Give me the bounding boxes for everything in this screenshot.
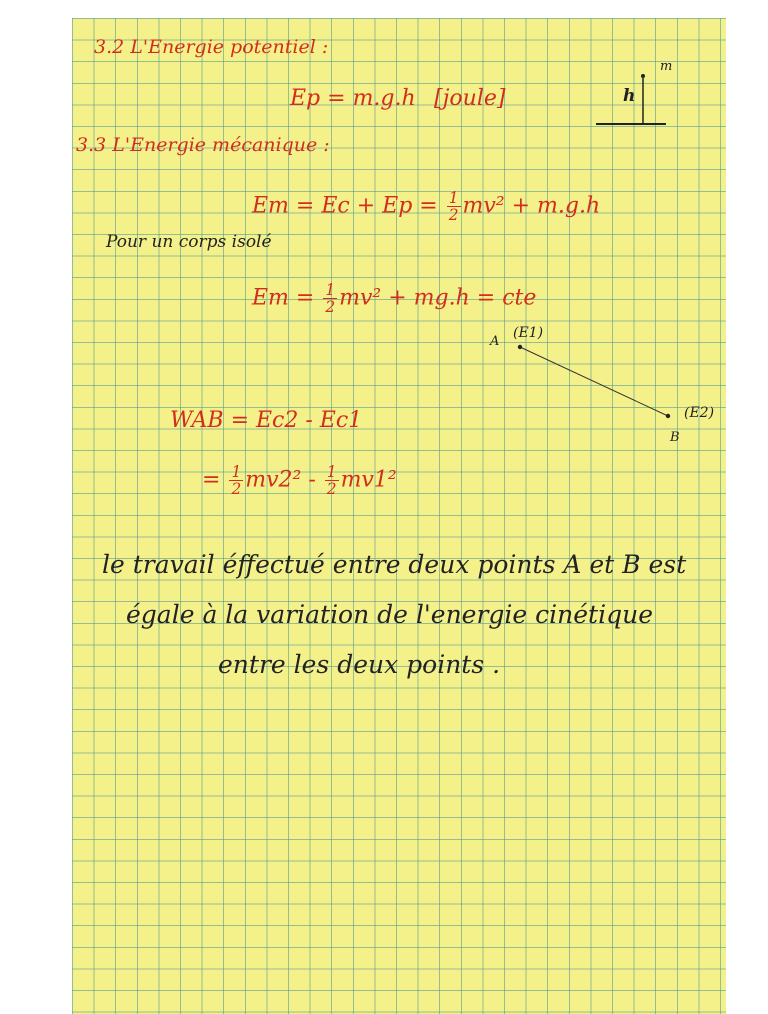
point-a-label: A [490,334,500,349]
work-formula-line1: WAB = Ec2 - Ec1 [170,408,363,433]
height-label: h [623,86,636,106]
point-a-energy: (E1) [513,325,544,341]
work-line2-term1: mv2² - [245,467,323,493]
potential-energy-formula: Ep = m.g.h [290,86,416,111]
work-one-half-b: $\frac{1}{2}$ [326,463,337,499]
isolated-formula-lhs: Em = [252,285,322,311]
graph-paper-page [72,18,726,1014]
work-line2-term2: mv1² [340,467,397,493]
mechanical-energy-rhs: mv² + m.g.h [462,193,601,219]
conclusion-line-1: le travail éffectué entre deux points A et B est [102,550,687,579]
work-formula-line2 [202,464,397,497]
section-32-heading: 3.2 L'Energie potentiel : [94,36,329,58]
isolated-one-half: $\frac{1}{2}$ [325,281,336,317]
isolated-body-label: Pour un corps isolé [106,232,272,252]
work-one-half-a: $\frac{1}{2}$ [231,463,242,499]
mass-label: m [660,59,673,74]
conclusion-line-2: égale à la variation de l'energie cinétique [126,600,653,629]
work-line2-prefix: = [202,467,228,493]
point-b-label: B [670,430,680,445]
conclusion-line-3: entre les deux points . [218,650,501,679]
one-half-fraction: $\frac{1}{2}$ [448,189,459,225]
mechanical-energy-lhs: Em = Ec + Ep = [252,193,445,219]
isolated-formula-rhs: mv² + mg.h = cte [339,285,537,311]
ab-diagram [72,18,726,1014]
potential-energy-unit: [joule] [434,86,506,111]
point-b-energy: (E2) [684,405,715,421]
section-33-heading: 3.3 L'Energie mécanique : [76,134,330,156]
